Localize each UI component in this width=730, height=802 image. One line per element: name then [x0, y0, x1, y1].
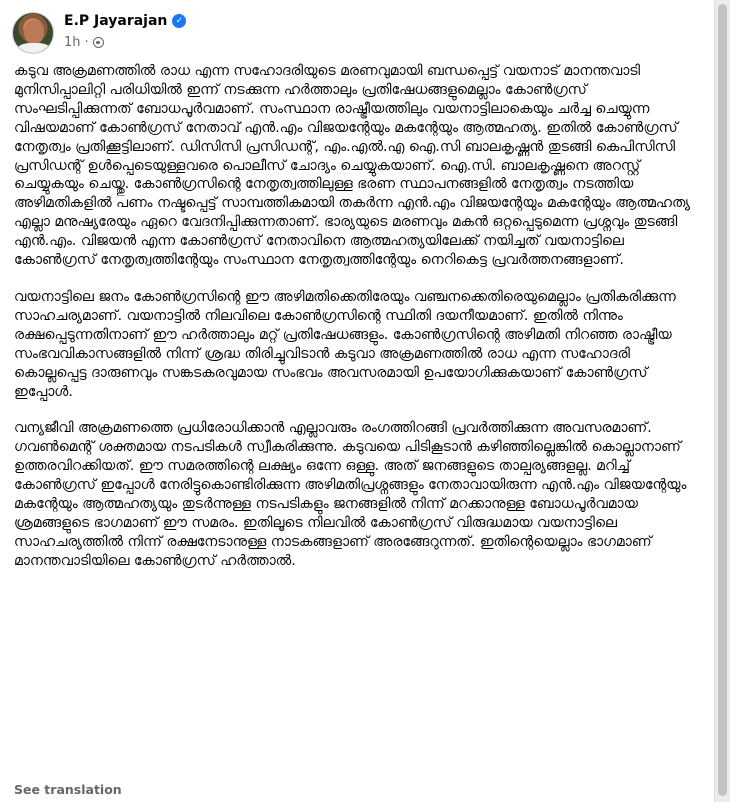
post-time[interactable]: 1h — [64, 35, 81, 50]
post-paragraph-3: വന്യജീവി അക്രമണത്തെ പ്രധിരോധിക്കാൻ എല്ലാവരും രംഗത്തിറങ്ങി പ്രവർത്തിക്കുന്ന അവസരമാണ്. ഗവൺമെന്റ് ശക്തമായ നടപടികൾ സ്വീകരിക്കുന്നു. കടുവയെ പിടികൂടാൻ കഴിഞ്ഞില്ലെങ്കിൽ കൊല്ലാനാണ് ഉത്തരവിറക്കിയത്. ഈ സമരത്തിന്റെ ലക്ഷ്യം ഒന്നേ ഒള്ളു. അത് ജനങ്ങളുടെ താല്പര്യങ്ങളല്ല. മറിച്ച് കോൺഗ്രസ് ഇപ്പോൾ നേരിട്ടുകൊണ്ടിരിക്കുന്ന അഴിമതിപ്രശ്നങ്ങളും നേതാവായിരുന്ന എൻ.എം വിജയന്റേയും മകന്റേയും ആത്മഹത്യയും തുടർന്നുള്ള നടപടികളും ജനങ്ങളിൽ നിന്ന് മറക്കാനുള്ള ബോധപൂർവമായ ശ്രമങ്ങളുടെ ഭാഗമാണ് ഈ സമരം. ഇതിലൂടെ നിലവിൽ കോൺഗ്രസ് വിരുദ്ധമായ വയനാട്ടിലെ സാഹചര്യത്തിൽ നിന്ന് രക്ഷനേടാനുള്ള നാടകങ്ങളാണ് അരങ്ങേറുന്നത്. ഇതിന്റെയെല്ലാം ഭാഗമാണ് മാനന്തവാടിയിലെ കോൺഗ്രസ് ഹർത്താൽ. — [14, 420, 687, 569]
author-name[interactable]: E.P Jayarajan — [64, 13, 168, 29]
post-paragraph-2: വയനാട്ടിലെ ജനം കോൺഗ്രസിന്റെ ഈ അഴിമതിക്കെതിരേയും വഞ്ചനക്കെതിരെയുമെല്ലാം പ്രതികരിക്കുന്ന സാഹചര്യമാണ്. വയനാട്ടിൽ നിലവിലെ കോൺഗ്രസിന്റെ സ്ഥിതി ദയനീയമാണ്. ഇതിൽ നിന്നും രക്ഷപ്പെടുന്നതിനാണ് ഈ ഹർത്താലും മറ്റ് പ്രതിഷേധങ്ങളും. കോൺഗ്രസിന്റെ അഴിമതി നിറഞ്ഞ രാഷ്ട്രീയ സംഭവവികാസങ്ങളിൽ നിന്ന് ശ്രദ്ധ തിരിച്ചുവിടാൻ കടുവാ അക്രമണത്തിൽ രാധ എന്ന സഹോദരി കൊല്ലപ്പെട്ട ദാരുണവും സങ്കടകരവുമായ സംഭവം അവസരമായി ഉപയോഗിക്കുകയാണ് കോൺഗ്രസ് ഇപ്പോൾ. — [14, 288, 676, 400]
post-text — [14, 62, 704, 589]
scrollbar[interactable] — [714, 0, 730, 802]
post-meta — [64, 35, 104, 50]
avatar-face — [24, 20, 44, 44]
see-translation-link[interactable]: See translation — [14, 782, 122, 797]
post-header — [12, 8, 710, 58]
author-row — [64, 13, 186, 29]
scrollbar-thumb[interactable] — [718, 4, 727, 796]
meta-separator: · — [84, 35, 89, 50]
avatar-shirt — [17, 43, 51, 54]
globe-icon[interactable] — [93, 37, 104, 48]
verified-badge-icon: ✓ — [172, 14, 186, 28]
avatar[interactable] — [12, 12, 54, 54]
post-paragraph-1: കടുവ അക്രമണത്തിൽ രാധ എന്ന സഹോദരിയുടെ മരണവുമായി ബന്ധപ്പെട്ട് വയനാട് മാനന്തവാടി മുനിസിപ്പാലിറ്റി പരിധിയിൽ ഇന്ന് നടക്കുന്ന ഹർത്താലും പ്രതിഷേധങ്ങളുമെല്ലാം കോൺഗ്രസ് സംഘടിപ്പിക്കുന്നത് ബോധപൂർവമാണ്. സംസ്ഥാന രാഷ്ട്രീയത്തിലും വയനാട്ടിലാകെയും ചർച്ച ചെയ്യുന്ന വിഷയമാണ് കോൺഗ്രസ് നേതാവ് എൻ.എം വിജയന്റേയും മകന്റേയും ആത്മഹത്യ. ഇതിൽ കോൺഗ്രസ് നേതൃത്വം പ്രതിക്കൂട്ടിലാണ്. ഡിസിസി പ്രസിഡന്റ്, എം.എൽ.എ ഐ.സി ബാലകൃഷ്ണൻ തുടങ്ങി കെപിസിസി പ്രസിഡന്റ് ഉൾപ്പെടെയുള്ളവരെ പൊലീസ് ചോദ്യം ചെയ്യുകയാണ്. ഐ.സി. ബാലകൃഷ്ണനെ അറസ്റ്റ് ചെയ്യുകയും ചെയ്തു. കോൺഗ്രസിന്റെ നേതൃത്വത്തിലുള്ള ഭരണ സ്ഥാപനങ്ങളിൽ നേതൃത്വം നടത്തിയ അഴിമതികളിൽ പണം നഷ്ടപ്പെട്ട് സാമ്പത്തികമായി തകർന്ന എൻ.എം വിജയന്റേയും മകന്റേയും ആത്മഹത്യ എല്ലാ മനുഷ്യരേയും ഏറെ വേദനിപ്പിക്കുന്നതാണ്. ഭാര്യയുടെ മരണവും മകൻ ഒറ്റപ്പെടുമെന്ന പ്രശ്നവും തുടങ്ങി എൻ.എം. വിജയൻ എന്ന കോൺഗ്രസ് നേതാവിനെ ആത്മഹത്യയിലേക്ക് നയിച്ചത് വയനാട്ടിലെ കോൺഗ്രസ് നേതൃത്വത്തിന്റേയും സംസ്ഥാന നേതൃത്വത്തിന്റേയും നെറികെട്ട പ്രവർത്തനങ്ങളാണ്. — [14, 63, 691, 269]
